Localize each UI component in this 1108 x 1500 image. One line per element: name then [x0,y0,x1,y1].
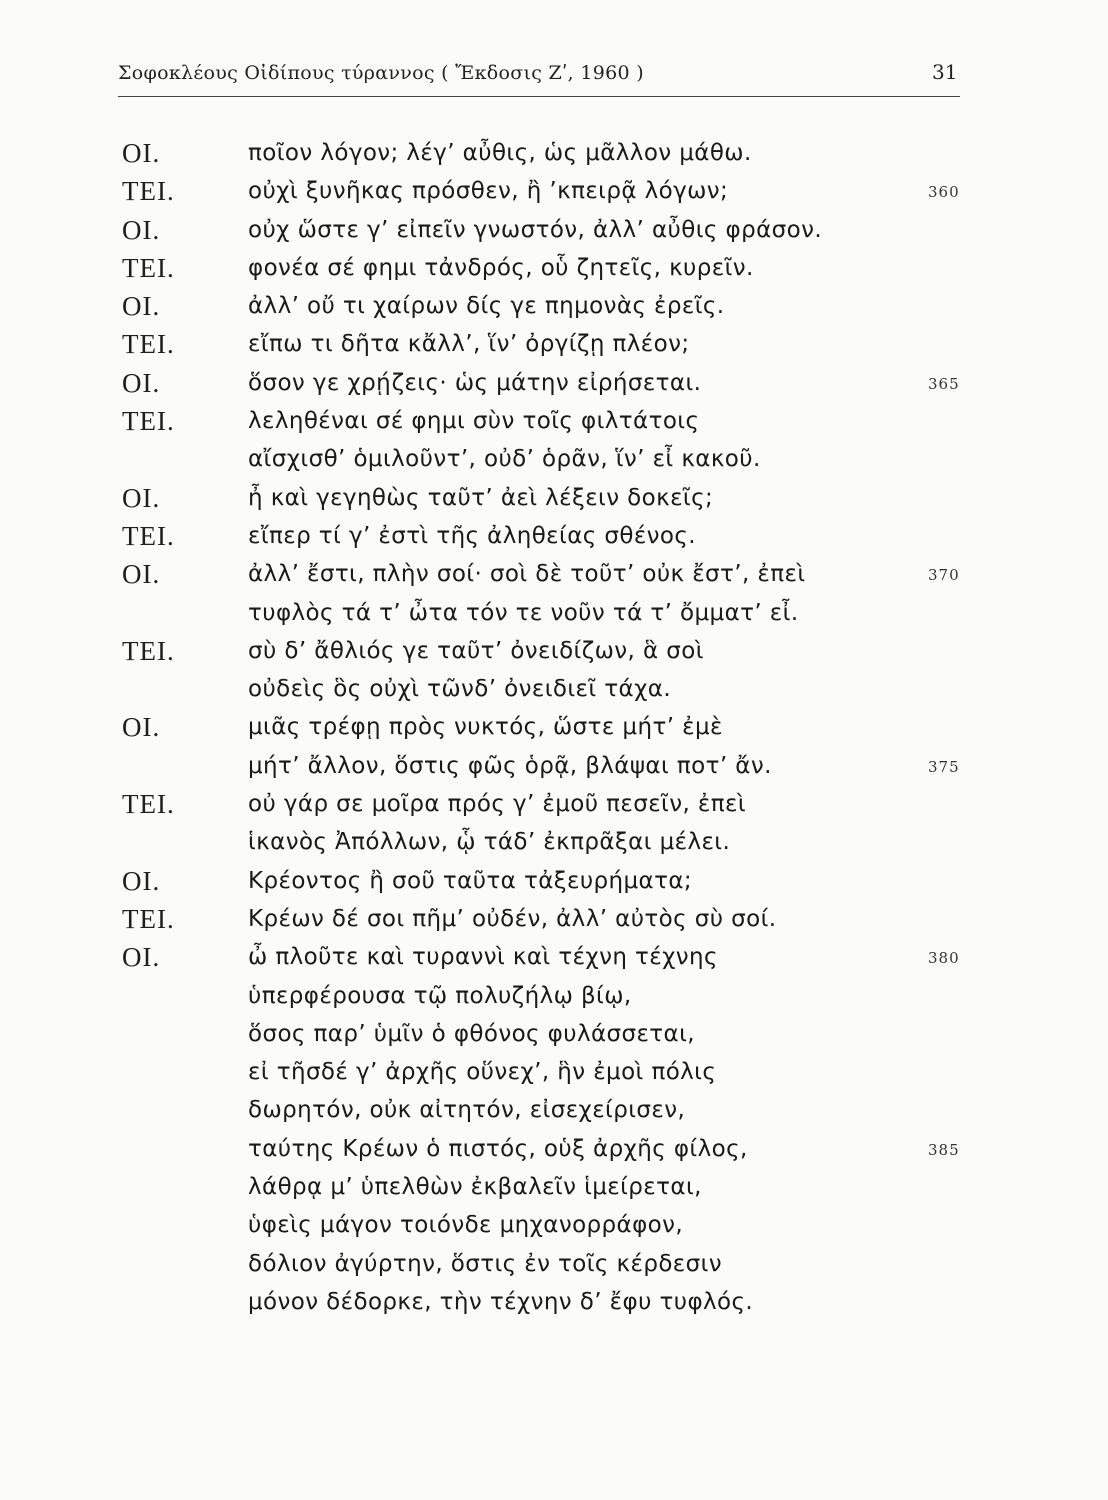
speaker-label: ΟΙ. [122,942,161,973]
verse-line [0,406,1108,444]
verse-line [0,253,1108,291]
verse-line [0,904,1108,942]
verse-text: ἀλλ’ οὔ τι χαίρων δίς γε πημονὰς ἐρεῖς. [248,293,725,320]
speaker-label: ΤΕΙ. [122,789,175,820]
speaker-label: ΟΙ. [122,482,161,513]
verse-text: ὑφεὶς μάγον τοιόνδε μηχανορράφον, [248,1212,684,1239]
verse-line [0,1210,1108,1248]
verse-text: ἦ καὶ γεγηθὼς ταῦτ’ ἀεὶ λέξειν δοκεῖς; [248,484,714,511]
line-number: 375 [928,757,960,776]
verse-text: λάθρᾳ μ’ ὑπελθὼν ἐκβαλεῖν ἱμείρεται, [248,1174,702,1201]
line-number: 370 [928,566,960,585]
verse-line [0,1095,1108,1133]
verse-line [0,1019,1108,1057]
verse-line [0,636,1108,674]
verse-text: μόνον δέδορκε, τὴν τέχνην δ’ ἔφυ τυφλός. [248,1288,754,1315]
verse-text: ἱκανὸς Ἀπόλλων, ᾧ τάδ’ ἐκπρᾶξαι μέλει. [248,829,731,856]
verse-line [0,1134,1108,1172]
verse-line [0,598,1108,636]
verse-text: οὐχὶ ξυνῆκας πρόσθεν, ἢ ’κπειρᾷ λόγων; [248,178,729,205]
verse-line [0,138,1108,176]
speaker-label: ΟΙ. [122,712,161,743]
verse-line [0,751,1108,789]
verse-text: ὑπερφέρουσα τῷ πολυζήλῳ βίῳ, [248,982,632,1009]
verse-line [0,368,1108,406]
verse-line [0,1287,1108,1325]
speaker-label: ΤΕΙ. [122,252,175,283]
verse-text: ὅσος παρ’ ὑμῖν ὁ φθόνος φυλάσσεται, [248,1020,696,1047]
verse-text: εἴπερ τί γ’ ἐστὶ τῆς ἀληθείας σθένος. [248,522,696,549]
verse-text: δόλιον ἀγύρτην, ὅστις ἐν τοῖς κέρδεσιν [248,1250,723,1277]
page-number: 31 [932,60,958,84]
verse-line [0,1249,1108,1287]
verse-text: ὅσον γε χρῄζεις· ὡς μάτην εἰρήσεται. [248,369,702,396]
verse-line [0,483,1108,521]
speaker-label: ΟΙ. [122,865,161,896]
speaker-label: ΟΙ. [122,138,161,168]
speaker-label: ΤΕΙ. [122,635,175,666]
verse-text: ἀλλ’ ἔστι, πλὴν σοί· σοὶ δὲ τοῦτ’ οὐκ ἔστ’, ἐπεὶ [248,561,806,588]
speaker-label: ΤΕΙ. [122,176,175,207]
verse-line [0,444,1108,482]
verse-text: εἰ τῆσδέ γ’ ἀρχῆς οὕνεχ’, ἣν ἐμοὶ πόλις [248,1059,717,1086]
line-number: 365 [928,374,960,393]
verse-text: αἴσχισθ’ ὁμιλοῦντ’, οὐδ’ ὁρᾶν, ἵν’ εἶ κακοῦ. [248,446,761,473]
speaker-label: ΟΙ. [122,367,161,398]
verse-line [0,176,1108,214]
verse-text: μήτ’ ἄλλον, ὅστις φῶς ὁρᾷ, βλάψαι ποτ’ ἄν. [248,752,772,779]
verse-line [0,866,1108,904]
verse-text: σὺ δ’ ἄθλιός γε ταῦτ’ ὀνειδίζων, ἃ σοὶ [248,637,704,664]
verse-text: λεληθέναι σέ φημι σὺν τοῖς φιλτάτοις [248,408,700,435]
verse-line [0,291,1108,329]
speaker-label: ΤΕΙ. [122,903,175,934]
verse-line [0,1057,1108,1095]
verse-line [0,559,1108,597]
running-header: Σοφοκλέους Οἰδίπους τύραννος ( Ἔκδοσις Ζʹ, 1960 ) [118,62,644,84]
verse-line [0,521,1108,559]
speaker-label: ΤΕΙ. [122,329,175,360]
speaker-label: ΟΙ. [122,559,161,590]
verse-text: ὦ πλοῦτε καὶ τυραννὶ καὶ τέχνη τέχνης [248,944,718,971]
line-number: 380 [928,949,960,968]
verse-text: εἴπω τι δῆτα κἄλλ’, ἵν’ ὀργίζῃ πλέον; [248,331,690,358]
verse-text: οὐ γάρ σε μοῖρα πρός γ’ ἐμοῦ πεσεῖν, ἐπεὶ [248,791,747,818]
verse-line [0,1172,1108,1210]
verse-text: οὐδεὶς ὃς οὐχὶ τῶνδ’ ὀνειδιεῖ τάχα. [248,676,672,703]
speaker-label: ΤΕΙ. [122,406,175,437]
verse-lines [0,138,1108,1325]
speaker-label: ΟΙ. [122,291,161,322]
line-number: 360 [928,183,960,202]
verse-text: μιᾶς τρέφῃ πρὸς νυκτός, ὥστε μήτ’ ἐμὲ [248,714,723,741]
speaker-label: ΤΕΙ. [122,520,175,551]
verse-text: ταύτης Κρέων ὁ πιστός, οὑξ ἀρχῆς φίλος, [248,1135,748,1162]
verse-line [0,789,1108,827]
verse-text: Κρέοντος ἢ σοῦ ταῦτα τἀξευρήματα; [248,867,693,894]
verse-text: δωρητόν, οὐκ αἰτητόν, εἰσεχείρισεν, [248,1097,686,1124]
verse-text: ποῖον λόγον; λέγ’ αὖθις, ὡς μᾶλλον μάθω. [248,140,752,166]
verse-line [0,981,1108,1019]
verse-line [0,329,1108,367]
verse-text: φονέα σέ φημι τἀνδρός, οὗ ζητεῖς, κυρεῖν. [248,254,754,281]
speaker-label: ΟΙ. [122,214,161,245]
verse-line [0,215,1108,253]
verse-text: οὐχ ὥστε γ’ εἰπεῖν γνωστόν, ἀλλ’ αὖθις φράσον. [248,216,823,243]
verse-text: Κρέων δέ σοι πῆμ’ οὐδέν, ἀλλ’ αὐτὸς σὺ σοί. [248,905,777,932]
verse-line [0,712,1108,750]
line-number: 385 [928,1140,960,1159]
verse-line [0,674,1108,712]
header-rule [118,96,960,97]
verse-line [0,827,1108,865]
verse-text: τυφλὸς τά τ’ ὦτα τόν τε νοῦν τά τ’ ὄμματ’ εἶ. [248,599,799,626]
verse-line [0,942,1108,980]
